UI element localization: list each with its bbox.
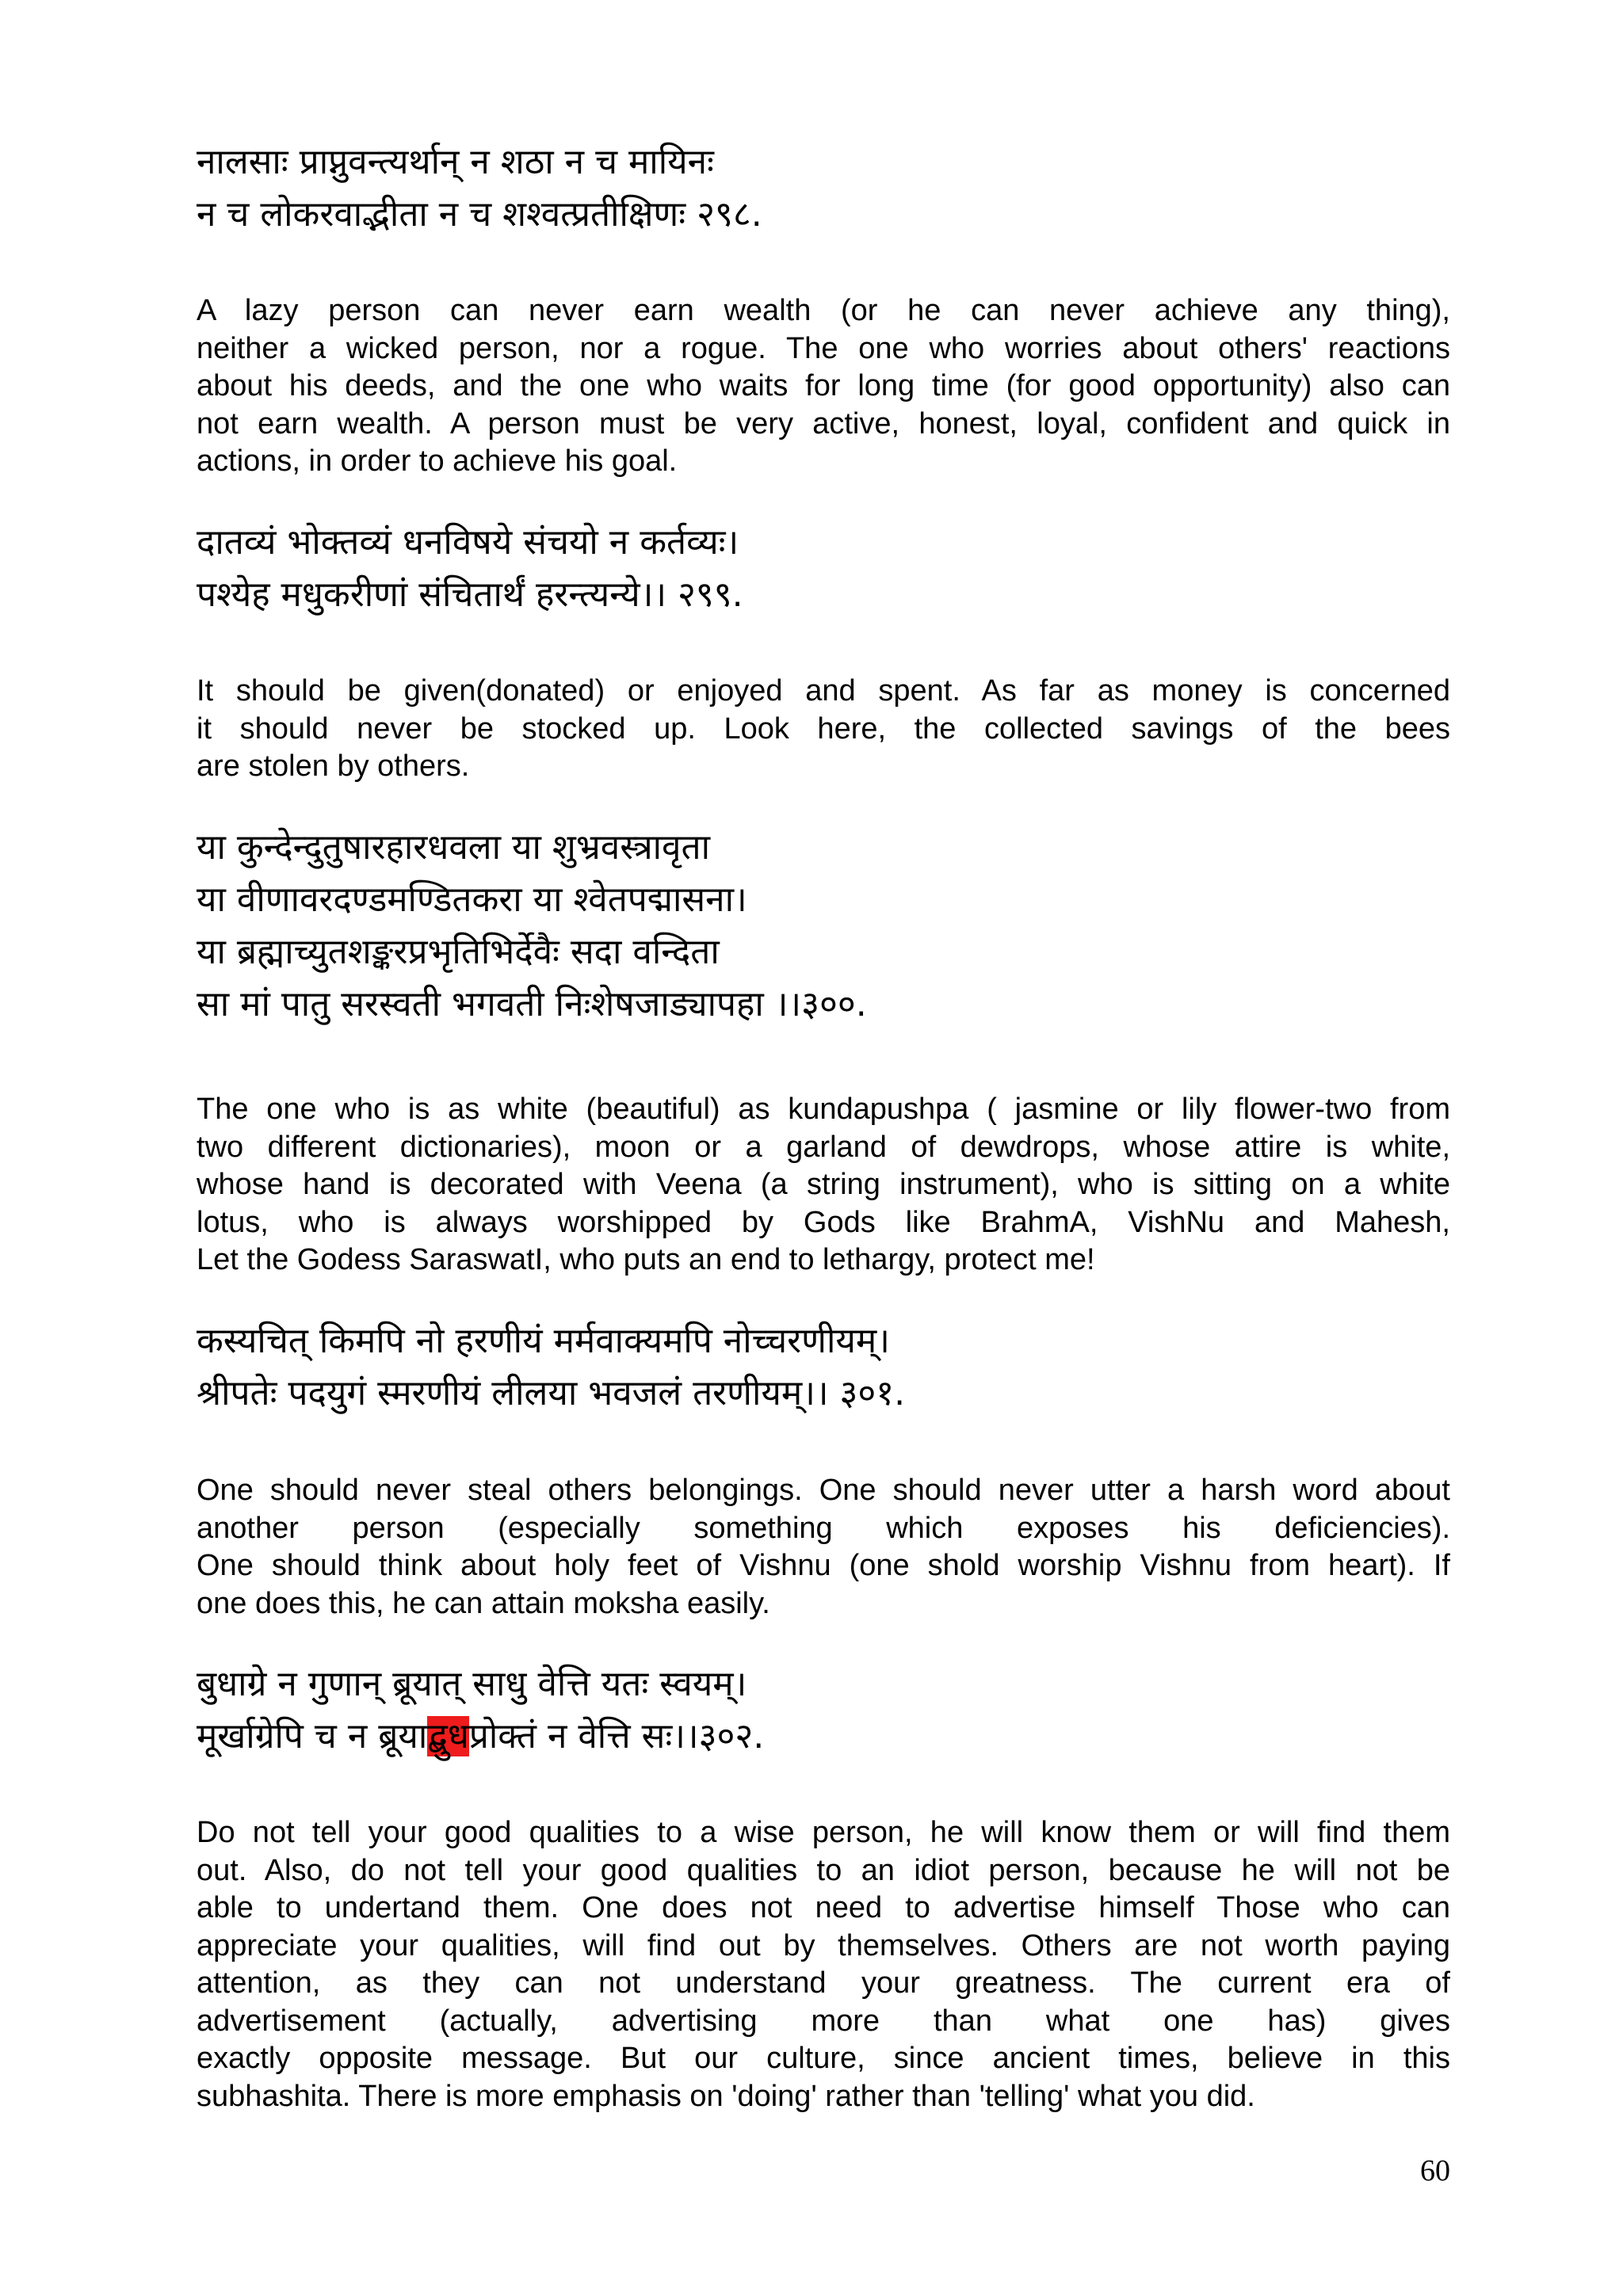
translation-line: actions, in order to achieve his goal. xyxy=(197,444,678,478)
translation-line: are stolen by others. xyxy=(197,749,470,783)
translation-298 xyxy=(197,292,1450,481)
verse-298 xyxy=(197,136,1465,241)
translation-299 xyxy=(197,673,1450,786)
translation-line: A lazy person can never earn wealth (or he can never achieve any thing), xyxy=(197,294,1450,327)
translation-line: One should never steal others belongings. One should never utter a harsh word about xyxy=(197,1474,1450,1507)
translation-line: another person (especially something which exposes his deficiencies). xyxy=(197,1511,1450,1545)
verse-300 xyxy=(197,822,1465,1031)
translation-line: it should never be stocked up. Look here, the collected savings of the bees xyxy=(197,711,1450,746)
translation-line: able to undertand them. One does not need to advertise himself Those who can xyxy=(197,1891,1450,1924)
translation-line: attention, as they can not understand your greatness. The current era of xyxy=(197,1966,1450,2000)
translation-line: about his deeds, and the one who waits for long time (for good opportunity) also can xyxy=(197,369,1450,402)
translation-300 xyxy=(197,1091,1450,1280)
translation-line: It should be given(donated) or enjoyed and spent. As far as money is concerned xyxy=(197,674,1450,707)
translation-line: The one who is as white (beautiful) as kundapushpa ( jasmine or lily flower-two from xyxy=(197,1093,1450,1126)
verse-line: श्रीपतेः पदयुगं स्मरणीयं लीलया भवजलं तरणीयम्।। ३०१. xyxy=(197,1373,906,1413)
verse-line: कस्यचित् किमपि नो हरणीयं मर्मवाक्यमपि नोच्चरणीयम्। xyxy=(197,1321,890,1361)
translation-line: neither a wicked person, nor a rogue. The one who worries about others' reactions xyxy=(197,331,1450,365)
translation-line: not earn wealth. A person must be very active, honest, loyal, confident and quick in xyxy=(197,406,1450,441)
verse-line: या ब्रह्माच्युतशङ्करप्रभृतिभिर्देवैः सदा वन्दिता xyxy=(197,932,720,972)
page-number: 60 xyxy=(1420,2154,1450,2187)
translation-line: subhashita. There is more emphasis on 'doing' rather than 'telling' what you did. xyxy=(197,2079,1255,2113)
verse-299 xyxy=(197,517,1465,621)
verse-line: या कुन्देन्दुतुषारहारधवला या शुभ्रवस्त्रावृता xyxy=(197,827,710,868)
translation-line: exactly opposite message. But our culture, since ancient times, believe in this xyxy=(197,2042,1450,2075)
verse-line: सा मां पातु सरस्वती भगवती निःशेषजाड्यापहा ।।३००. xyxy=(197,984,867,1024)
verse-text: मूर्खाग्रेपि च न ब्रूया xyxy=(197,1716,428,1756)
translation-301 xyxy=(197,1472,1450,1623)
translation-line: lotus, who is always worshipped by Gods like BrahmA, VishNu and Mahesh, xyxy=(197,1205,1450,1239)
verse-line: बुधाग्रे न गुणान् ब्रूयात् साधु वेत्ति यतः स्वयम्। xyxy=(197,1664,747,1704)
translation-line: appreciate your qualities, will find out by themselves. Others are not worth paying xyxy=(197,1928,1450,1962)
translation-line: out. Also, do not tell your good qualities to an idiot person, because he will not be xyxy=(197,1853,1450,1887)
verse-line: नालसाः प्राप्नुवन्त्यर्थान् न शठा न च मायिनः xyxy=(197,142,714,182)
verse-line: पश्येह मधुकरीणां संचितार्थं हरन्त्यन्ये।। २९९. xyxy=(197,574,743,615)
verse-302 xyxy=(197,1658,1465,1763)
translation-302 xyxy=(197,1814,1450,2115)
verse-text: प्रोक्तं न वेत्ति सः।।३०२. xyxy=(468,1716,765,1756)
translation-line: advertisement (actually, advertising more than what one has) gives xyxy=(197,2004,1450,2038)
translation-line: Do not tell your good qualities to a wise person, he will know them or will find them xyxy=(197,1816,1450,1849)
verse-line: या वीणावरदण्डमण्डितकरा या श्वेतपद्मासना। xyxy=(197,879,747,920)
translation-line: two different dictionaries), moon or a garland of dewdrops, whose attire is white, xyxy=(197,1130,1450,1164)
translation-line: whose hand is decorated with Veena (a string instrument), who is sitting on a white xyxy=(197,1168,1450,1201)
verse-line: दातव्यं भोक्तव्यं धनविषये संचयो न कर्तव्यः। xyxy=(197,522,739,563)
highlighted-text: द्बुध xyxy=(427,1716,469,1756)
translation-line: Let the Godess SaraswatI, who puts an end to lethargy, protect me! xyxy=(197,1243,1095,1276)
translation-line: one does this, he can attain moksha easily. xyxy=(197,1586,770,1620)
verse-301 xyxy=(197,1315,1465,1420)
verse-line: न च लोकरवाद्भीता न च शश्वत्प्रतीक्षिणः २९८. xyxy=(197,194,762,235)
translation-line: One should think about holy feet of Vishnu (one shold worship Vishnu from heart). If xyxy=(197,1549,1450,1582)
verse-line-highlighted xyxy=(197,1711,1465,1763)
